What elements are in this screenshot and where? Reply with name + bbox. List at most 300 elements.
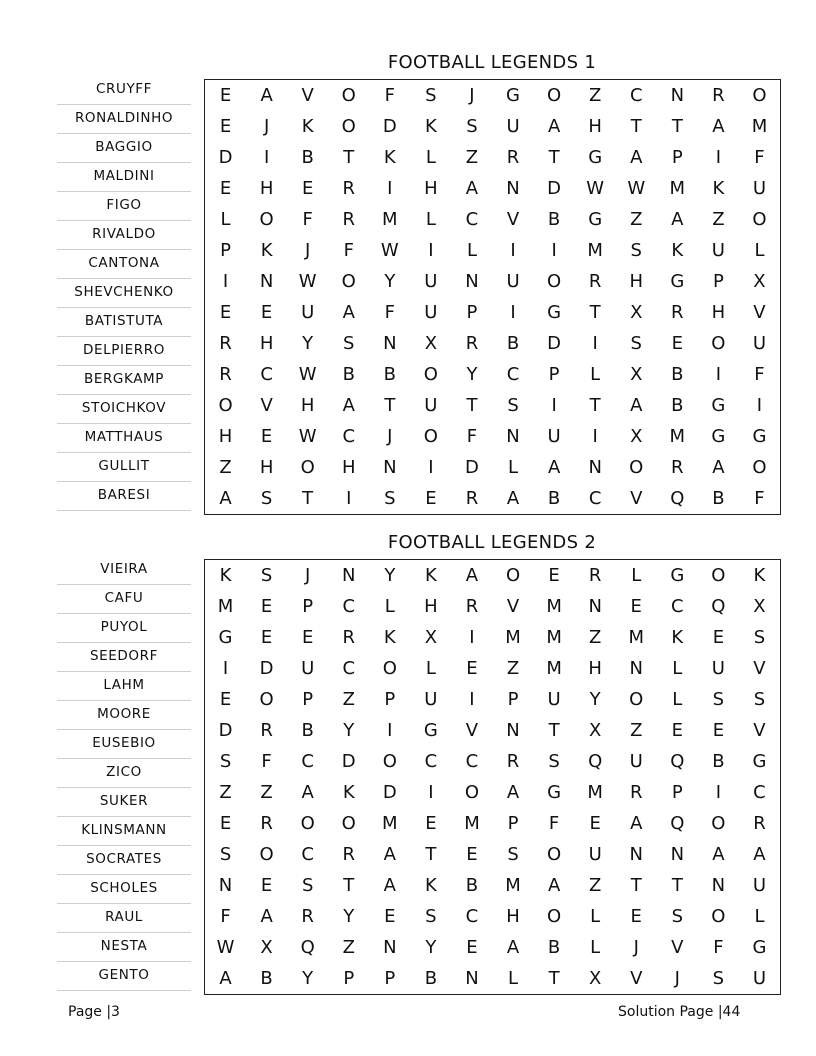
grid-cell: O — [423, 426, 438, 447]
grid-cell: H — [341, 457, 356, 478]
grid-cell: A — [301, 782, 314, 803]
word-list-item: MATTHAUS — [57, 424, 191, 453]
grid-cell: R — [342, 209, 355, 230]
grid-cell: I — [756, 395, 763, 416]
grid-cell: F — [548, 813, 560, 834]
grid-cell: S — [753, 689, 766, 710]
grid-cell: C — [629, 85, 643, 106]
grid-cell: R — [712, 85, 725, 106]
grid-cell: H — [218, 426, 233, 447]
grid-cell: E — [260, 875, 273, 896]
word-list-item: GENTO — [57, 962, 191, 991]
grid-cell: A — [630, 395, 643, 416]
puzzle-2-title: FOOTBALL LEGENDS 2 — [387, 532, 597, 553]
grid-cell: O — [423, 364, 438, 385]
word-list-item: RAUL — [57, 904, 191, 933]
grid-cell: B — [547, 209, 561, 230]
grid-cell: U — [424, 271, 438, 292]
word-list-item: PUYOL — [57, 614, 191, 643]
grid-cell: U — [752, 178, 767, 199]
grid-cell: P — [671, 147, 683, 168]
grid-cell: Q — [711, 596, 726, 617]
word-list-item: LAHM — [57, 672, 191, 701]
grid-cell: N — [670, 844, 685, 865]
grid-cell: B — [383, 364, 396, 385]
grid-cell: T — [589, 302, 601, 323]
grid-cell: Q — [588, 751, 603, 772]
grid-cell: P — [384, 689, 396, 710]
puzzle-1-word-list — [57, 76, 191, 511]
grid-cell: O — [547, 906, 562, 927]
grid-cell: G — [423, 720, 438, 741]
grid-cell: A — [342, 302, 355, 323]
grid-cell: I — [469, 689, 475, 710]
grid-cell: G — [711, 426, 726, 447]
grid-cell: A — [630, 813, 643, 834]
grid-cell: N — [506, 720, 520, 741]
grid-cell: W — [216, 937, 235, 958]
grid-cell: Z — [342, 937, 355, 958]
grid-cell: X — [630, 426, 643, 447]
grid-cell: O — [505, 565, 521, 586]
grid-cell: I — [715, 147, 722, 168]
grid-cell: Q — [670, 488, 685, 509]
grid-cell: V — [260, 395, 273, 416]
grid-cell: X — [753, 271, 766, 292]
grid-cell: U — [506, 116, 520, 137]
grid-cell: W — [298, 364, 317, 385]
grid-cell: E — [630, 596, 642, 617]
grid-cell: H — [424, 596, 438, 617]
grid-cell: I — [715, 364, 722, 385]
grid-cell: X — [753, 596, 766, 617]
grid-cell: T — [343, 147, 355, 168]
grid-cell: F — [466, 426, 478, 447]
grid-cell: V — [753, 720, 766, 741]
grid-cell: R — [588, 271, 602, 292]
grid-cell: X — [630, 364, 643, 385]
grid-cell: O — [547, 85, 562, 106]
grid-cell: U — [752, 875, 767, 896]
grid-cell: C — [465, 906, 479, 927]
grid-cell: R — [753, 813, 766, 834]
grid-cell: M — [382, 209, 398, 230]
grid-cell: G — [588, 147, 603, 168]
grid-cell: B — [260, 968, 273, 989]
grid-cell: K — [342, 782, 355, 803]
grid-cell: Z — [342, 689, 355, 710]
grid-cell: C — [424, 751, 438, 772]
grid-cell: O — [547, 271, 562, 292]
word-list-item: STOICHKOV — [57, 395, 191, 424]
grid-cell: J — [305, 240, 311, 261]
grid-cell: I — [346, 488, 352, 509]
grid-cell: I — [510, 240, 516, 261]
grid-cell: R — [219, 364, 232, 385]
word-list-item: ZICO — [57, 759, 191, 788]
word-list-item: DELPIERRO — [57, 337, 191, 366]
grid-cell: V — [753, 302, 766, 323]
grid-cell: B — [506, 333, 520, 354]
grid-cell: E — [219, 302, 232, 323]
grid-cell: E — [384, 906, 396, 927]
grid-cell: I — [387, 178, 393, 199]
grid-cell: O — [711, 906, 726, 927]
grid-cell: A — [712, 116, 725, 137]
grid-cell: E — [301, 178, 314, 199]
grid-cell: T — [466, 395, 478, 416]
grid-cell: D — [341, 751, 356, 772]
grid-cell: F — [754, 364, 765, 385]
grid-cell: M — [505, 875, 521, 896]
grid-cell: C — [465, 751, 479, 772]
word-list-item: BAGGIO — [57, 134, 191, 163]
grid-cell: R — [465, 333, 479, 354]
puzzle-1-grid — [204, 79, 781, 515]
grid-cell: Z — [712, 209, 725, 230]
grid-cell: I — [263, 147, 270, 168]
grid-cell: O — [341, 271, 356, 292]
grid-cell: N — [629, 844, 643, 865]
grid-cell: J — [674, 968, 680, 989]
grid-cell: A — [219, 488, 232, 509]
grid-cell: D — [547, 333, 562, 354]
grid-cell: S — [425, 906, 437, 927]
grid-cell: E — [425, 488, 437, 509]
grid-cell: E — [301, 627, 314, 648]
grid-cell: D — [218, 147, 233, 168]
grid-cell: U — [424, 689, 438, 710]
grid-cell: E — [425, 813, 437, 834]
grid-cell: E — [260, 596, 273, 617]
grid-cell: O — [711, 565, 726, 586]
grid-cell: T — [671, 875, 683, 896]
grid-cell: L — [590, 937, 601, 958]
grid-cell: A — [506, 782, 520, 803]
grid-cell: M — [546, 627, 562, 648]
grid-cell: G — [506, 85, 520, 106]
grid-cell: G — [547, 782, 562, 803]
grid-cell: O — [752, 85, 767, 106]
grid-cell: G — [752, 426, 767, 447]
grid-cell: X — [630, 302, 643, 323]
grid-cell: L — [384, 596, 395, 617]
word-list-item: SCHOLES — [57, 875, 191, 904]
grid-cell: H — [711, 302, 726, 323]
grid-cell: W — [586, 178, 605, 199]
grid-cell: I — [428, 240, 434, 261]
grid-cell: T — [548, 147, 560, 168]
grid-cell: I — [510, 302, 516, 323]
grid-cell: W — [380, 240, 399, 261]
grid-cell: R — [629, 782, 643, 803]
grid-cell: R — [260, 813, 273, 834]
grid-cell: B — [465, 875, 479, 896]
grid-cell: E — [589, 813, 601, 834]
grid-cell: J — [263, 116, 270, 137]
grid-cell: A — [547, 875, 561, 896]
grid-cell: A — [671, 209, 684, 230]
grid-cell: K — [671, 240, 684, 261]
word-list-item: SOCRATES — [57, 846, 191, 875]
grid-cell: E — [630, 906, 642, 927]
grid-cell: R — [465, 488, 479, 509]
grid-cell: W — [298, 426, 317, 447]
grid-cell: J — [469, 85, 475, 106]
grid-cell: N — [629, 658, 643, 679]
grid-cell: Z — [219, 457, 232, 478]
grid-cell: E — [466, 844, 478, 865]
grid-cell: G — [218, 627, 233, 648]
grid-cell: A — [506, 488, 520, 509]
grid-cell: N — [383, 333, 397, 354]
grid-cell: V — [630, 488, 643, 509]
puzzle-2-grid — [204, 559, 781, 995]
grid-cell: O — [341, 813, 356, 834]
grid-cell: Y — [466, 364, 478, 385]
word-list-item: SUKER — [57, 788, 191, 817]
grid-cell: S — [548, 751, 560, 772]
grid-cell: I — [222, 658, 229, 679]
word-list-item: BARESI — [57, 482, 191, 511]
grid-cell: F — [713, 937, 724, 958]
grid-cell: V — [671, 937, 684, 958]
grid-cell: R — [342, 627, 355, 648]
grid-cell: R — [671, 457, 684, 478]
grid-cell: E — [712, 627, 725, 648]
grid-cell: Y — [589, 689, 601, 710]
grid-cell: N — [506, 426, 520, 447]
grid-cell: J — [633, 937, 639, 958]
grid-cell: T — [384, 395, 396, 416]
grid-cell: I — [428, 457, 434, 478]
grid-cell: F — [261, 751, 272, 772]
grid-cell: P — [507, 813, 519, 834]
grid-cell: F — [754, 488, 765, 509]
grid-cell: Z — [506, 658, 520, 679]
grid-cell: S — [507, 395, 519, 416]
grid-cell: A — [383, 844, 396, 865]
grid-cell: O — [629, 689, 644, 710]
word-list-item: GULLIT — [57, 453, 191, 482]
grid-cell: Q — [670, 751, 685, 772]
grid-cell: Y — [384, 565, 396, 586]
grid-cell: C — [342, 596, 356, 617]
grid-cell: C — [506, 364, 520, 385]
grid-cell: D — [465, 457, 479, 478]
grid-cell: M — [546, 658, 562, 679]
grid-cell: L — [754, 240, 765, 261]
grid-cell: S — [671, 906, 684, 927]
grid-cell: U — [301, 302, 315, 323]
grid-cell: G — [588, 209, 603, 230]
word-list-item: MOORE — [57, 701, 191, 730]
puzzle-2-word-list — [57, 556, 191, 991]
grid-cell: D — [547, 178, 562, 199]
grid-cell: S — [343, 333, 355, 354]
word-list-item: SHEVCHENKO — [57, 279, 191, 308]
grid-cell: T — [548, 720, 560, 741]
grid-cell: R — [671, 302, 684, 323]
grid-cell: E — [219, 116, 232, 137]
grid-cell: Z — [219, 782, 232, 803]
grid-cell: D — [382, 782, 397, 803]
grid-cell: V — [506, 596, 520, 617]
grid-cell: K — [424, 116, 437, 137]
grid-cell: R — [301, 906, 314, 927]
grid-cell: G — [670, 565, 685, 586]
grid-cell: Z — [589, 627, 602, 648]
grid-cell: L — [220, 209, 231, 230]
grid-cell: B — [671, 395, 684, 416]
grid-cell: M — [628, 627, 644, 648]
grid-cell: E — [219, 178, 232, 199]
grid-cell: P — [466, 302, 478, 323]
grid-cell: N — [465, 968, 479, 989]
grid-cell: C — [342, 426, 356, 447]
word-list-item: MALDINI — [57, 163, 191, 192]
grid-cell: E — [260, 302, 273, 323]
grid-cell: E — [219, 813, 232, 834]
word-list-item: NESTA — [57, 933, 191, 962]
grid-cell: P — [384, 968, 396, 989]
grid-cell: M — [464, 813, 480, 834]
grid-cell: U — [711, 240, 725, 261]
word-list-item: VIEIRA — [57, 556, 191, 585]
grid-cell: V — [630, 968, 643, 989]
grid-cell: U — [506, 271, 520, 292]
grid-cell: K — [301, 116, 314, 137]
grid-cell: Z — [589, 875, 602, 896]
grid-cell: E — [219, 85, 232, 106]
grid-cell: S — [301, 875, 314, 896]
grid-cell: N — [588, 596, 602, 617]
grid-cell: G — [670, 271, 685, 292]
grid-cell: L — [425, 209, 436, 230]
solution-page-reference: Solution Page |44 — [618, 1004, 741, 1020]
grid-cell: N — [342, 565, 356, 586]
grid-cell: A — [260, 906, 273, 927]
grid-cell: S — [425, 85, 437, 106]
grid-cell: N — [711, 875, 726, 896]
word-list-item: KLINSMANN — [57, 817, 191, 846]
grid-cell: C — [342, 658, 356, 679]
grid-cell: E — [260, 426, 273, 447]
grid-cell: H — [506, 906, 520, 927]
grid-cell: U — [301, 658, 315, 679]
grid-cell: S — [384, 488, 396, 509]
grid-cell: I — [428, 782, 434, 803]
grid-cell: L — [631, 565, 642, 586]
grid-cell: O — [382, 658, 397, 679]
grid-cell: C — [671, 596, 684, 617]
grid-cell: K — [712, 178, 725, 199]
grid-cell: K — [424, 875, 437, 896]
grid-cell: H — [588, 658, 602, 679]
grid-cell: E — [260, 627, 273, 648]
grid-cell: Y — [343, 720, 355, 741]
grid-cell: P — [220, 240, 231, 261]
grid-cell: R — [506, 751, 520, 772]
grid-cell: H — [259, 457, 274, 478]
grid-cell: Z — [630, 209, 643, 230]
grid-cell: C — [260, 364, 273, 385]
grid-cell: R — [465, 596, 479, 617]
grid-cell: B — [671, 364, 684, 385]
grid-cell: I — [469, 627, 475, 648]
grid-cell: M — [587, 782, 603, 803]
grid-cell: Y — [302, 968, 314, 989]
grid-cell: S — [630, 240, 642, 261]
grid-cell: O — [341, 85, 356, 106]
grid-cell: U — [629, 751, 643, 772]
word-list-item: CAFU — [57, 585, 191, 614]
grid-cell: D — [382, 116, 397, 137]
grid-cell: E — [712, 720, 725, 741]
grid-cell: G — [547, 302, 562, 323]
grid-cell: S — [712, 968, 725, 989]
grid-cell: G — [752, 937, 767, 958]
grid-cell: O — [382, 751, 397, 772]
grid-cell: E — [219, 689, 232, 710]
grid-cell: U — [752, 333, 767, 354]
grid-cell: D — [259, 658, 274, 679]
grid-cell: Q — [670, 813, 685, 834]
grid-cell: S — [260, 565, 273, 586]
grid-cell: I — [715, 782, 722, 803]
grid-cell: R — [506, 147, 520, 168]
grid-cell: S — [630, 333, 642, 354]
grid-cell: U — [547, 689, 561, 710]
grid-cell: X — [424, 627, 438, 648]
grid-cell: P — [302, 689, 314, 710]
grid-cell: T — [630, 116, 642, 137]
word-list-item: RONALDINHO — [57, 105, 191, 134]
grid-cell: H — [588, 116, 602, 137]
grid-cell: P — [671, 782, 683, 803]
grid-cell: H — [300, 395, 315, 416]
grid-cell: F — [302, 209, 313, 230]
word-list-item: RIVALDO — [57, 221, 191, 250]
grid-cell: Y — [425, 937, 437, 958]
grid-cell: P — [343, 968, 355, 989]
grid-cell: S — [753, 627, 766, 648]
grid-cell: R — [588, 565, 602, 586]
grid-cell: B — [301, 720, 314, 741]
grid-cell: R — [342, 844, 355, 865]
grid-cell: M — [217, 596, 234, 617]
grid-cell: A — [383, 875, 396, 896]
grid-cell: T — [425, 844, 437, 865]
grid-cell: P — [712, 271, 724, 292]
grid-cell: N — [383, 457, 397, 478]
grid-cell: L — [672, 689, 683, 710]
grid-cell: U — [424, 395, 438, 416]
grid-cell: G — [752, 751, 767, 772]
grid-cell: U — [588, 844, 602, 865]
grid-cell: X — [260, 937, 273, 958]
grid-cell: V — [465, 720, 479, 741]
grid-cell: I — [387, 720, 393, 741]
grid-cell: B — [301, 147, 314, 168]
grid-cell: F — [384, 302, 395, 323]
grid-cell: X — [424, 333, 438, 354]
grid-cell: T — [671, 116, 683, 137]
grid-cell: N — [218, 875, 233, 896]
grid-cell: C — [588, 488, 602, 509]
grid-cell: X — [589, 720, 602, 741]
grid-cell: E — [671, 720, 683, 741]
